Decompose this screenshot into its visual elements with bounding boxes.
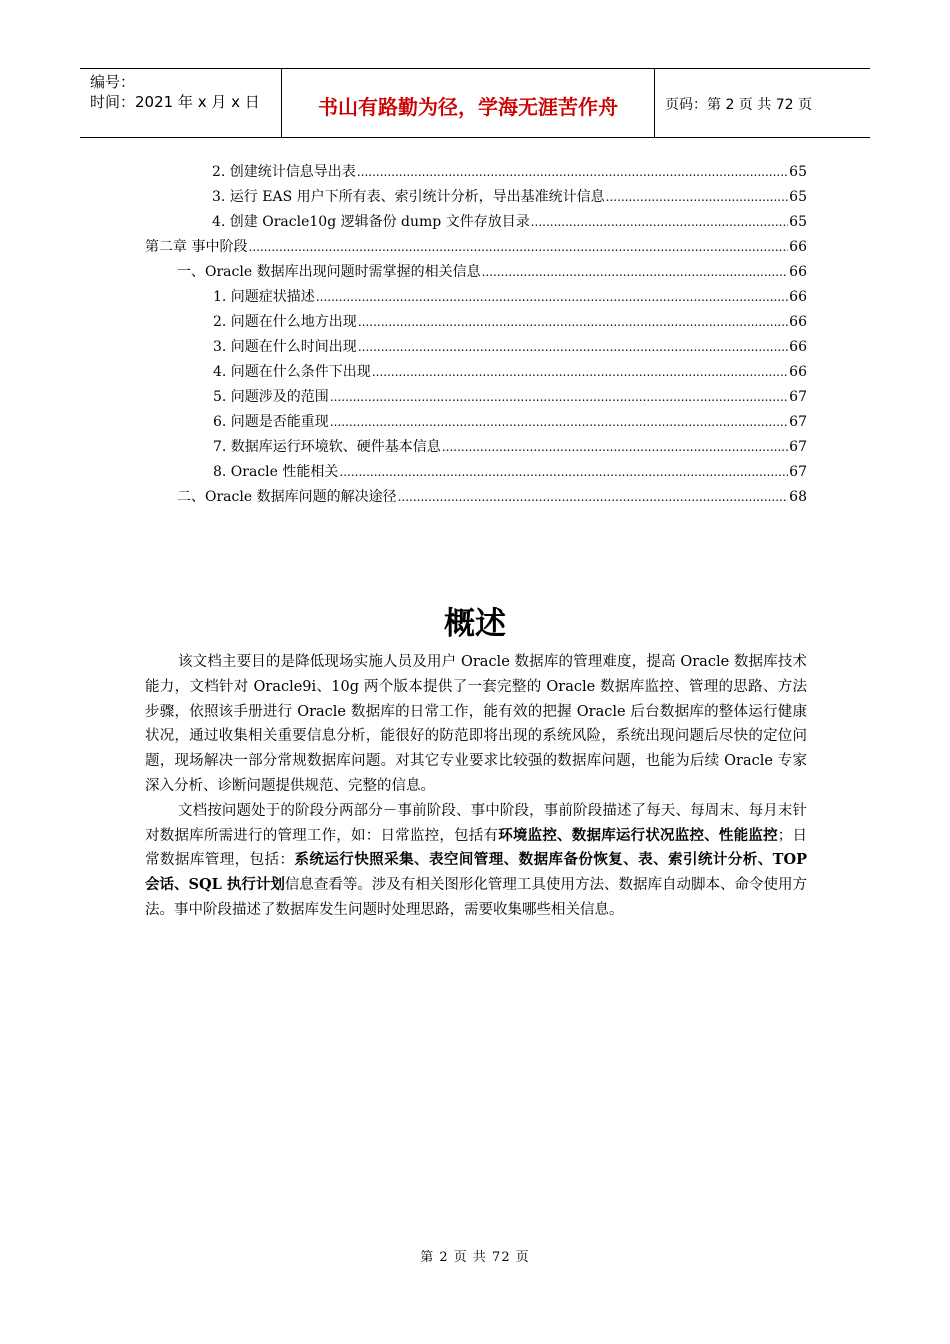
toc-entry[interactable]: 二、Oracle 数据库问题的解决途径 ..... 68 bbox=[145, 485, 807, 510]
toc-entry[interactable]: 6. 问题是否能重现 ..... 67 bbox=[145, 410, 807, 435]
overview-body bbox=[145, 650, 807, 923]
table-of-contents bbox=[145, 160, 807, 510]
toc-entry[interactable]: 3. 运行 EAS 用户下所有表、索引统计分析，导出基准统计信息 ..... 65 bbox=[145, 185, 807, 210]
section-title: 概述 bbox=[444, 606, 506, 642]
toc-entry[interactable]: 一、Oracle 数据库出现问题时需掌握的相关信息 ..... 66 bbox=[145, 260, 807, 285]
toc-entry[interactable]: 8. Oracle 性能相关 ..... 67 bbox=[145, 460, 807, 485]
header-meta bbox=[80, 69, 282, 137]
toc-entry[interactable]: 2. 问题在什么地方出现 ..... 66 bbox=[145, 310, 807, 335]
header-page-code: 页码：第 2 页 共 72 页 bbox=[665, 97, 812, 113]
header-motto: 书山有路勤为径，学海无涯苦作舟 bbox=[282, 69, 655, 137]
overview-paragraph-2: 文档按问题处于的阶段分两部分－事前阶段、事中阶段，事前阶段描述了每天、每周末、每月末针对数据库所需进行的管理工作，如：日常监控，包括有环境监控、数据库运行状况监控、性能监控；日常数据库管理，包括：系统运行快照采集、表空间管理、数据库备份恢复、表、索引统计分析、TOP 会话、SQL 执行计划信息查看等。涉及有相关图形化管理工具使用方法、数据库自动脚本、命令使用方法。事中阶段描述了数据库发生问题时处理思路，需要收集哪些相关信息。 bbox=[145, 802, 808, 918]
bold-monitoring-items: 环境监控、数据库运行状况监控、性能监控 bbox=[498, 826, 778, 844]
page-footer: 第 2 页 共 72 页 bbox=[420, 1250, 530, 1265]
document-header bbox=[80, 68, 870, 138]
toc-entry[interactable]: 1. 问题症状描述 ..... 66 bbox=[145, 285, 807, 310]
document-time-label: 时间：2021 年 x 月 x 日 bbox=[90, 93, 260, 111]
toc-entry[interactable]: 5. 问题涉及的范围 ..... 67 bbox=[145, 385, 807, 410]
bold-management-items: 系统运行快照采集、表空间管理、数据库备份恢复、表、索引统计分析、TOP 会话、SQL 执行计划 bbox=[145, 851, 808, 894]
toc-entry[interactable]: 4. 问题在什么条件下出现 ..... 66 bbox=[145, 360, 807, 385]
document-number-label: 编号： bbox=[90, 73, 136, 91]
toc-entry[interactable]: 4. 创建 Oracle10g 逻辑备份 dump 文件存放目录 ..... 65 bbox=[145, 210, 807, 235]
toc-entry[interactable]: 第二章 事中阶段 ..... 66 bbox=[145, 235, 807, 260]
toc-entry[interactable]: 3. 问题在什么时间出现 ..... 66 bbox=[145, 335, 807, 360]
toc-entry[interactable]: 7. 数据库运行环境软、硬件基本信息 ..... 67 bbox=[145, 435, 807, 460]
toc-entry[interactable]: 2. 创建统计信息导出表 ..... 65 bbox=[145, 160, 807, 185]
overview-paragraph-1: 该文档主要目的是降低现场实施人员及用户 Oracle 数据库的管理难度，提高 Oracle 数据库技术能力，文档针对 Oracle9i、10g 两个版本提供了一套完整的 Oracle 数据库监控、管理的思路、方法步骤，依照该手册进行 Oracle 数据库的日常工作，能有效的把握 Oracle 后台数据库的整体运行健康状况，通过收集相关重要信息分析，能很好的防范即将出现的系统风险，系统出现问题后尽快的定位问题，现场解决一部分常规数据库问题。对其它专业要求比较强的数据库问题，也能为后续 Oracle 专家深入分析、诊断问题提供规范、完整的信息。 bbox=[145, 654, 807, 794]
